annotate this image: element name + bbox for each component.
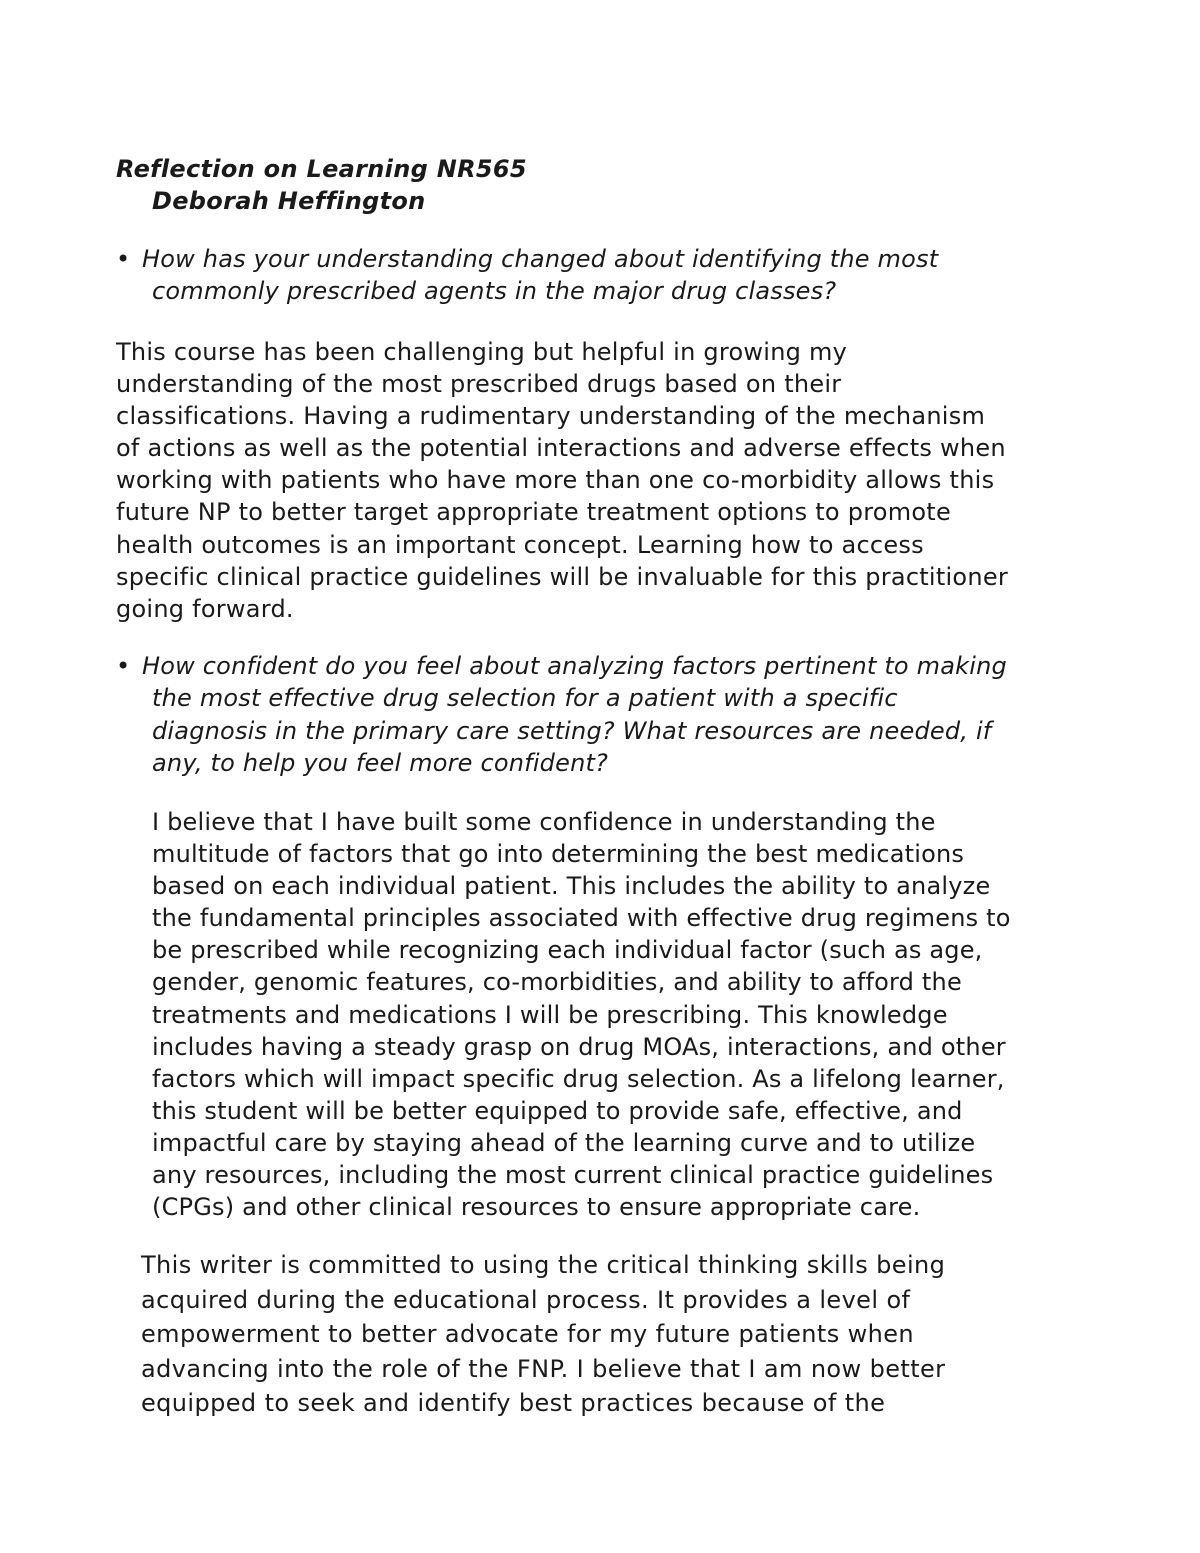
answer-1-line: working with patients who have more than one co-morbidity allows this (116, 466, 995, 495)
answer-2-line: I believe that I have built some confidence in understanding the (152, 808, 936, 836)
answer-2-line: any resources, including the most current clinical practice guidelines (152, 1161, 994, 1190)
answer-2-line: multitude of factors that go into determining the best medications (152, 840, 965, 869)
question-1 (116, 243, 938, 308)
answer-1-line: health outcomes is an important concept. Learning how to access (116, 530, 924, 559)
answer-2-line: includes having a steady grasp on drug MOAs, interactions, and other (152, 1032, 1006, 1061)
question-2-line: any, to help you feel more confident? (152, 748, 609, 777)
answer-1-line: going forward. (116, 594, 294, 623)
answer-3-paragraph (141, 1248, 945, 1421)
answer-2-line: this student will be better equipped to provide safe, effective, and (152, 1096, 963, 1125)
answer-2-line: treatments and medications I will be prescribing. This knowledge (152, 1000, 948, 1029)
question-2 (116, 650, 1007, 779)
answer-1-line: understanding of the most prescribed drugs based on their (116, 370, 842, 399)
question-1-line: • How has your understanding changed about identifying the most (116, 243, 938, 275)
answer-3-line: equipped to seek and identify best practices because of the (141, 1389, 886, 1417)
answer-1-line: This course has been challenging but helpful in growing my (116, 338, 848, 366)
answer-2-line: gender, genomic features, co-morbidities, and ability to afford the (152, 968, 962, 997)
answer-2-line: the fundamental principles associated with effective drug regimens to (152, 904, 1011, 933)
answer-2-line: be prescribed while recognizing each individual factor (such as age, (152, 936, 983, 965)
answer-1-line: future NP to better target appropriate treatment options to promote (116, 498, 951, 527)
answer-1-line: of actions as well as the potential interactions and adverse effects when (116, 434, 1006, 463)
question-2-line: diagnosis in the primary care setting? What resources are needed, if (152, 716, 992, 745)
document-author: Deborah Heffington (152, 187, 426, 215)
answer-2-line: based on each individual patient. This includes the ability to analyze (152, 872, 991, 901)
answer-2-line: (CPGs) and other clinical resources to ensure appropriate care. (152, 1193, 921, 1222)
answer-1-line: specific clinical practice guidelines will be invaluable for this practitioner (116, 562, 1008, 591)
bullet-icon: • (116, 652, 131, 680)
answer-2-line: impactful care by staying ahead of the learning curve and to utilize (152, 1128, 976, 1157)
answer-1-paragraph (116, 336, 1008, 625)
question-2-line: the most effective drug selection for a patient with a specific (152, 684, 898, 713)
answer-1-line: classifications. Having a rudimentary understanding of the mechanism (116, 402, 986, 431)
answer-3-line: empowerment to better advocate for my future patients when (141, 1320, 915, 1348)
answer-2-line: factors which will impact specific drug selection. As a lifelong learner, (152, 1064, 1005, 1093)
answer-3-line: advancing into the role of the FNP. I believe that I am now better (141, 1354, 946, 1383)
question-1-line: commonly prescribed agents in the major drug classes? (152, 277, 837, 306)
answer-3-line: acquired during the educational process. It provides a level of (141, 1285, 911, 1314)
question-2-line: • How confident do you feel about analyzing factors pertinent to making (116, 650, 1007, 682)
bullet-icon: • (116, 245, 131, 273)
document-title: Reflection on Learning NR565 (116, 155, 527, 183)
answer-2-paragraph (152, 806, 1011, 1223)
answer-3-line: This writer is committed to using the critical thinking skills being (141, 1251, 946, 1279)
